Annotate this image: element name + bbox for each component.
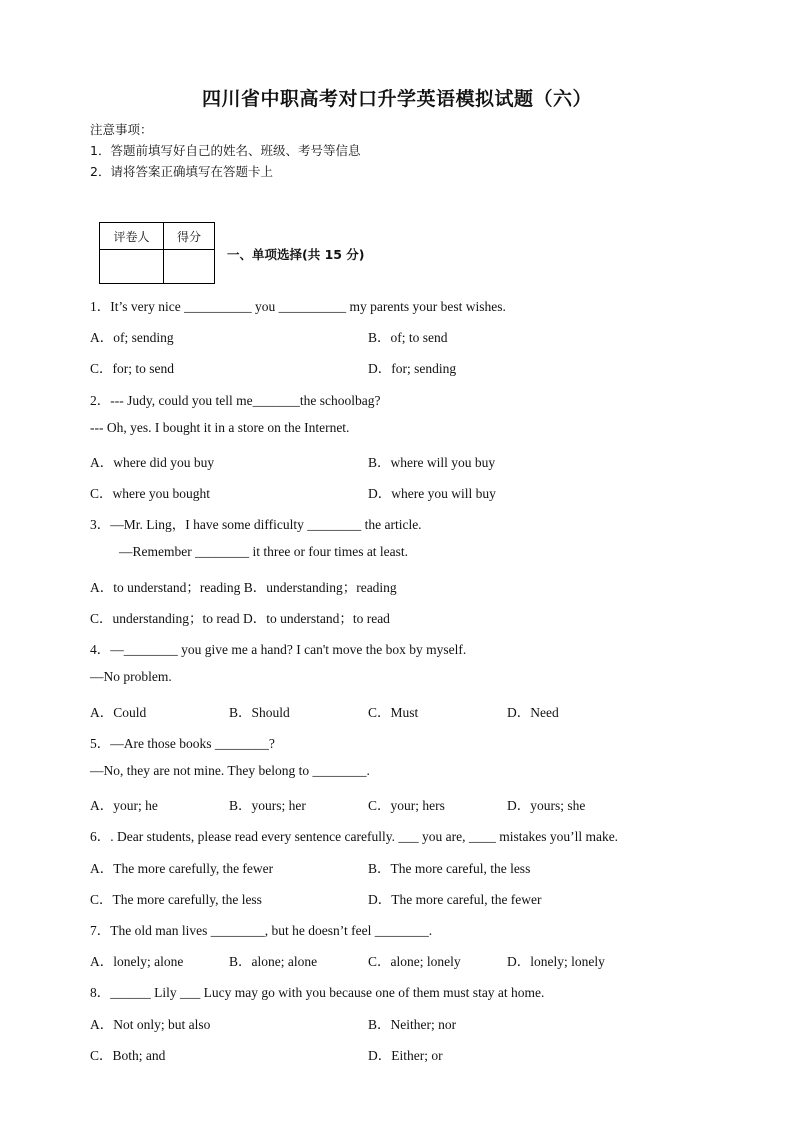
grader-header: 评卷人 — [100, 223, 164, 250]
option-d[interactable]: D．for; sending — [368, 361, 457, 376]
option-a[interactable]: A．of; sending — [90, 330, 174, 345]
option-b[interactable]: B．where will you buy — [368, 455, 496, 470]
option-c[interactable]: C．Must — [368, 705, 419, 720]
option-d[interactable]: D．lonely; lonely — [507, 954, 605, 969]
note-item: 2．请将答案正确填写在答题卡上 — [90, 164, 273, 179]
option-a[interactable]: A．The more carefully, the fewer — [90, 861, 274, 876]
option-c[interactable]: C．Both; and — [90, 1048, 166, 1063]
section-title: 一、单项选择(共 15 分) — [227, 247, 365, 262]
question-stem: 4．—________ you give me a hand? I can't move the box by myself. — [90, 642, 467, 657]
option-d[interactable]: D．The more careful, the fewer — [368, 892, 542, 907]
option-b[interactable]: B．alone; alone — [229, 954, 318, 969]
question-stem: 3．—Mr. Ling，I have some difficulty ________ the article. — [90, 517, 422, 532]
option-b[interactable]: B．The more careful, the less — [368, 861, 531, 876]
question-stem-line: —No problem. — [90, 669, 172, 684]
option-a[interactable]: A．lonely; alone — [90, 954, 184, 969]
question-stem: 2．--- Judy, could you tell me_______the schoolbag? — [90, 393, 381, 408]
question-stem: 6．. Dear students, please read every sentence carefully. ___ you are, ____ mistakes you’ll make. — [90, 829, 619, 844]
question-stem-line: --- Oh, yes. I bought it in a store on the Internet. — [90, 420, 350, 435]
option-d[interactable]: D．yours; she — [507, 798, 586, 813]
option-d[interactable]: D．Need — [507, 705, 559, 720]
option-a[interactable]: A．Could — [90, 705, 147, 720]
grader-cell[interactable] — [100, 250, 164, 284]
score-table — [99, 222, 215, 284]
option-ab[interactable]: A．to understand；reading B．understanding；reading — [90, 580, 397, 595]
option-c[interactable]: C．alone; lonely — [368, 954, 461, 969]
option-a[interactable]: A．where did you buy — [90, 455, 215, 470]
option-c[interactable]: C．for; to send — [90, 361, 174, 376]
option-c[interactable]: C．your; hers — [368, 798, 445, 813]
option-b[interactable]: B．Neither; nor — [368, 1017, 457, 1032]
option-b[interactable]: B．yours; her — [229, 798, 306, 813]
option-c[interactable]: C．The more carefully, the less — [90, 892, 262, 907]
option-a[interactable]: A．your; he — [90, 798, 158, 813]
question-stem-line: —Remember ________ it three or four times at least. — [119, 544, 409, 559]
question-stem: 7．The old man lives ________, but he doesn’t feel ________. — [90, 923, 433, 938]
option-d[interactable]: D．Either; or — [368, 1048, 443, 1063]
score-header: 得分 — [164, 223, 215, 250]
question-stem: 5．—Are those books ________? — [90, 736, 275, 751]
question-stem-line: —No, they are not mine. They belong to ________. — [90, 763, 370, 778]
option-a[interactable]: A．Not only; but also — [90, 1017, 211, 1032]
option-b[interactable]: B．Should — [229, 705, 290, 720]
question-stem: 1．It’s very nice __________ you __________ my parents your best wishes. — [90, 299, 506, 314]
page-title: 四川省中职高考对口升学英语模拟试题（六） — [201, 88, 592, 110]
option-cd[interactable]: C．understanding；to read D．to understand；to read — [90, 611, 390, 626]
notes-heading: 注意事项： — [90, 122, 153, 137]
option-b[interactable]: B．of; to send — [368, 330, 448, 345]
option-c[interactable]: C．where you bought — [90, 486, 210, 501]
option-d[interactable]: D．where you will buy — [368, 486, 496, 501]
question-stem: 8．______ Lily ___ Lucy may go with you because one of them must stay at home. — [90, 985, 545, 1000]
score-cell[interactable] — [164, 250, 215, 284]
note-item: 1．答题前填写好自己的姓名、班级、考号等信息 — [90, 143, 361, 158]
